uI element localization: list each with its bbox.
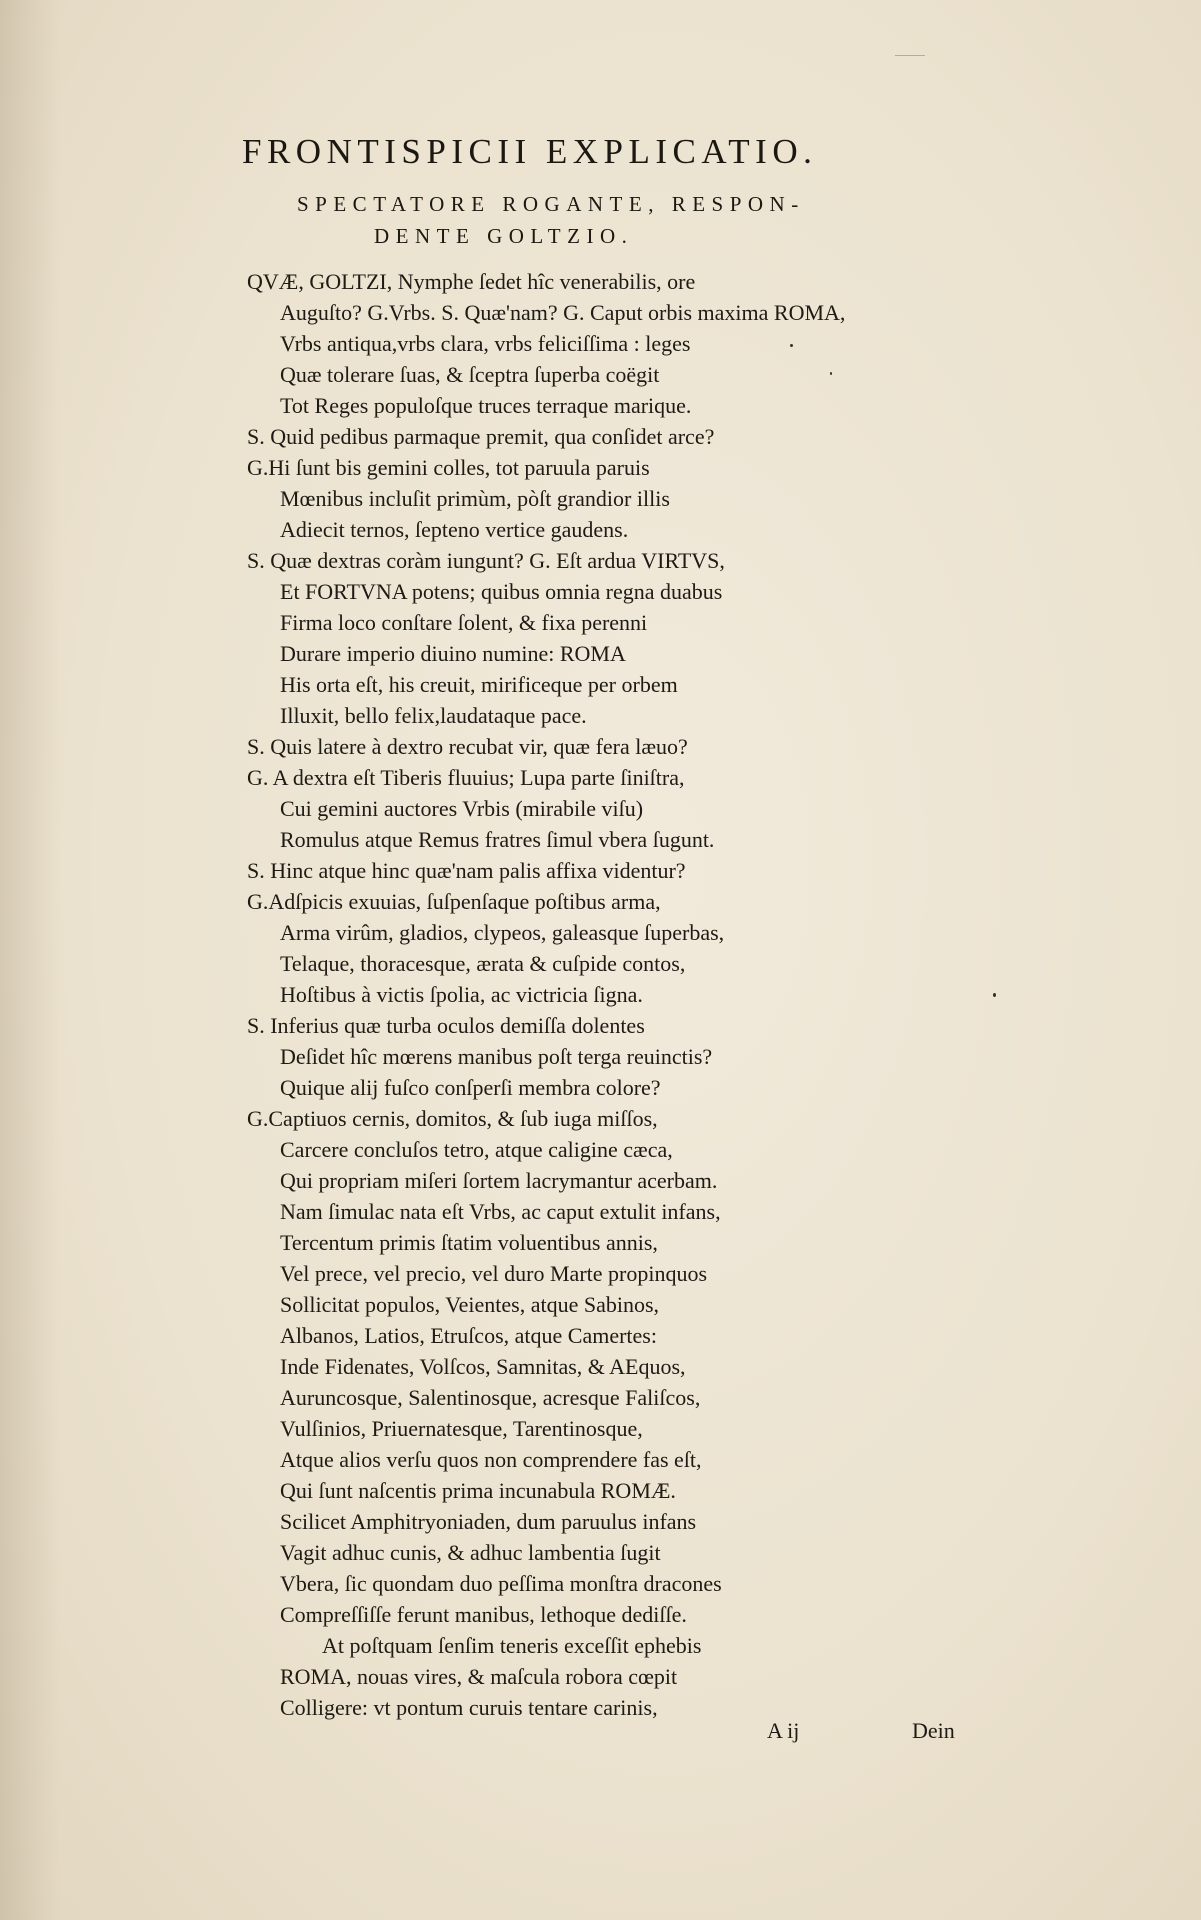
verse-line: Compreſſiſſe ferunt manibus, lethoque dediſſe.	[280, 1602, 687, 1627]
subtitle-line-1: SPECTATORE ROGANTE, RESPON-	[297, 192, 805, 216]
verse-line: Carcere concluſos tetro, atque caligine cæca,	[280, 1137, 673, 1162]
verse-line: Tot Reges populoſque truces terraque marique.	[280, 393, 692, 418]
paper-mark	[895, 55, 925, 56]
verse-line: S. Quis latere à dextro recubat vir, quæ fera læuo?	[247, 734, 688, 759]
ink-speck	[830, 372, 832, 375]
verse-line: Sollicitat populos, Veientes, atque Sabinos,	[280, 1292, 660, 1317]
verse-line: Vbera, ſic quondam duo peſſima monſtra dracones	[280, 1571, 722, 1596]
verse-line: QVÆ, GOLTZI, Nymphe ſedet hîc venerabilis, ore	[247, 269, 696, 294]
verse-line: Adiecit ternos, ſepteno vertice gaudens.	[280, 517, 629, 542]
verse-line: Arma virûm, gladios, clypeos, galeasque ſuperbas,	[280, 920, 725, 945]
verse-line: Telaque, thoracesque, ærata & cuſpide contos,	[280, 951, 686, 976]
verse-line: G. A dextra eſt Tiberis fluuius; Lupa parte ſiniſtra,	[247, 765, 685, 790]
catchword: Dein	[912, 1718, 955, 1743]
verse-line: Illuxit, bello felix,laudataque pace.	[280, 703, 587, 728]
verse-line: Et FORTVNA potens; quibus omnia regna duabus	[280, 579, 723, 604]
verse-line: Nam ſimulac nata eſt Vrbs, ac caput extulit infans,	[280, 1199, 721, 1224]
verse-line: His orta eſt, his creuit, mirificeque per orbem	[280, 672, 678, 697]
verse-line: Qui ſunt naſcentis prima incunabula ROMÆ.	[280, 1478, 676, 1503]
verse-line: Albanos, Latios, Etruſcos, atque Camertes:	[280, 1323, 657, 1348]
verse-line: Durare imperio diuino numine: ROMA	[280, 641, 626, 666]
verse-line: S. Hinc atque hinc quæ'nam palis affixa videntur?	[247, 858, 686, 883]
ink-speck	[993, 993, 996, 997]
verse-line: G.Hi ſunt bis gemini colles, tot paruula paruis	[247, 455, 650, 480]
verse-line: Vulſinios, Priuernatesque, Tarentinosque,	[280, 1416, 643, 1441]
signature-mark: A ij	[767, 1718, 800, 1743]
verse-line: Tercentum primis ſtatim voluentibus annis,	[280, 1230, 658, 1255]
gutter-shadow	[0, 0, 60, 1920]
verse-line: G.Adſpicis exuuias, ſuſpenſaque poſtibus arma,	[247, 889, 661, 914]
ink-speck	[790, 344, 793, 347]
verse-line: Cui gemini auctores Vrbis (mirabile viſu)	[280, 796, 644, 821]
verse-line: S. Quid pedibus parmaque premit, qua conſidet arce?	[247, 424, 715, 449]
verse-line: Quique alij fuſco conſperſi membra colore?	[280, 1075, 661, 1100]
verse-line: Vrbs antiqua,vrbs clara, vrbs feliciſſima : leges	[280, 331, 691, 356]
verse-line: Auguſto? G.Vrbs. S. Quæ'nam? G. Caput orbis maxima ROMA,	[280, 300, 846, 325]
verse-line: Romulus atque Remus fratres ſimul vbera ſugunt.	[280, 827, 715, 852]
verse-line: Inde Fidenates, Volſcos, Samnitas, & AEquos,	[280, 1354, 686, 1379]
verse-line: Qui propriam miſeri ſortem lacrymantur acerbam.	[280, 1168, 718, 1193]
verse-line: Firma loco conſtare ſolent, & fixa perenni	[280, 610, 648, 635]
verse-line: Mœnibus incluſit primùm, pòſt grandior illis	[280, 486, 670, 511]
verse-line: Scilicet Amphitryoniaden, dum paruulus infans	[280, 1509, 697, 1534]
verse-line: Atque alios verſu quos non comprendere fas eſt,	[280, 1447, 702, 1472]
verse-line: Vel prece, vel precio, vel duro Marte propinquos	[280, 1261, 708, 1286]
verse-line: G.Captiuos cernis, domitos, & ſub iuga miſſos,	[247, 1106, 658, 1131]
verse-line: Quæ tolerare ſuas, & ſceptra ſuperba coëgit	[280, 362, 660, 387]
verse-line: At poſtquam ſenſim teneris exceſſit ephebis	[322, 1633, 702, 1658]
page-title: FRONTISPICII EXPLICATIO.	[242, 132, 818, 171]
verse-line: S. Inferius quæ turba oculos demiſſa dolentes	[247, 1013, 645, 1038]
verse-line: S. Quæ dextras coràm iungunt? G. Eſt ardua VIRTVS,	[247, 548, 725, 573]
verse-line: Colligere: vt pontum curuis tentare carinis,	[280, 1695, 658, 1720]
verse-line: Vagit adhuc cunis, & adhuc lambentia ſugit	[280, 1540, 661, 1565]
subtitle-line-2: DENTE GOLTZIO.	[374, 224, 634, 248]
verse-line: Auruncosque, Salentinosque, acresque Faliſcos,	[280, 1385, 701, 1410]
verse-line: Hoſtibus à victis ſpolia, ac victricia ſigna.	[280, 982, 643, 1007]
verse-line: Deſidet hîc mœrens manibus poſt terga reuinctis?	[280, 1044, 713, 1069]
verse-line: ROMA, nouas vires, & maſcula robora cœpit	[280, 1664, 678, 1689]
